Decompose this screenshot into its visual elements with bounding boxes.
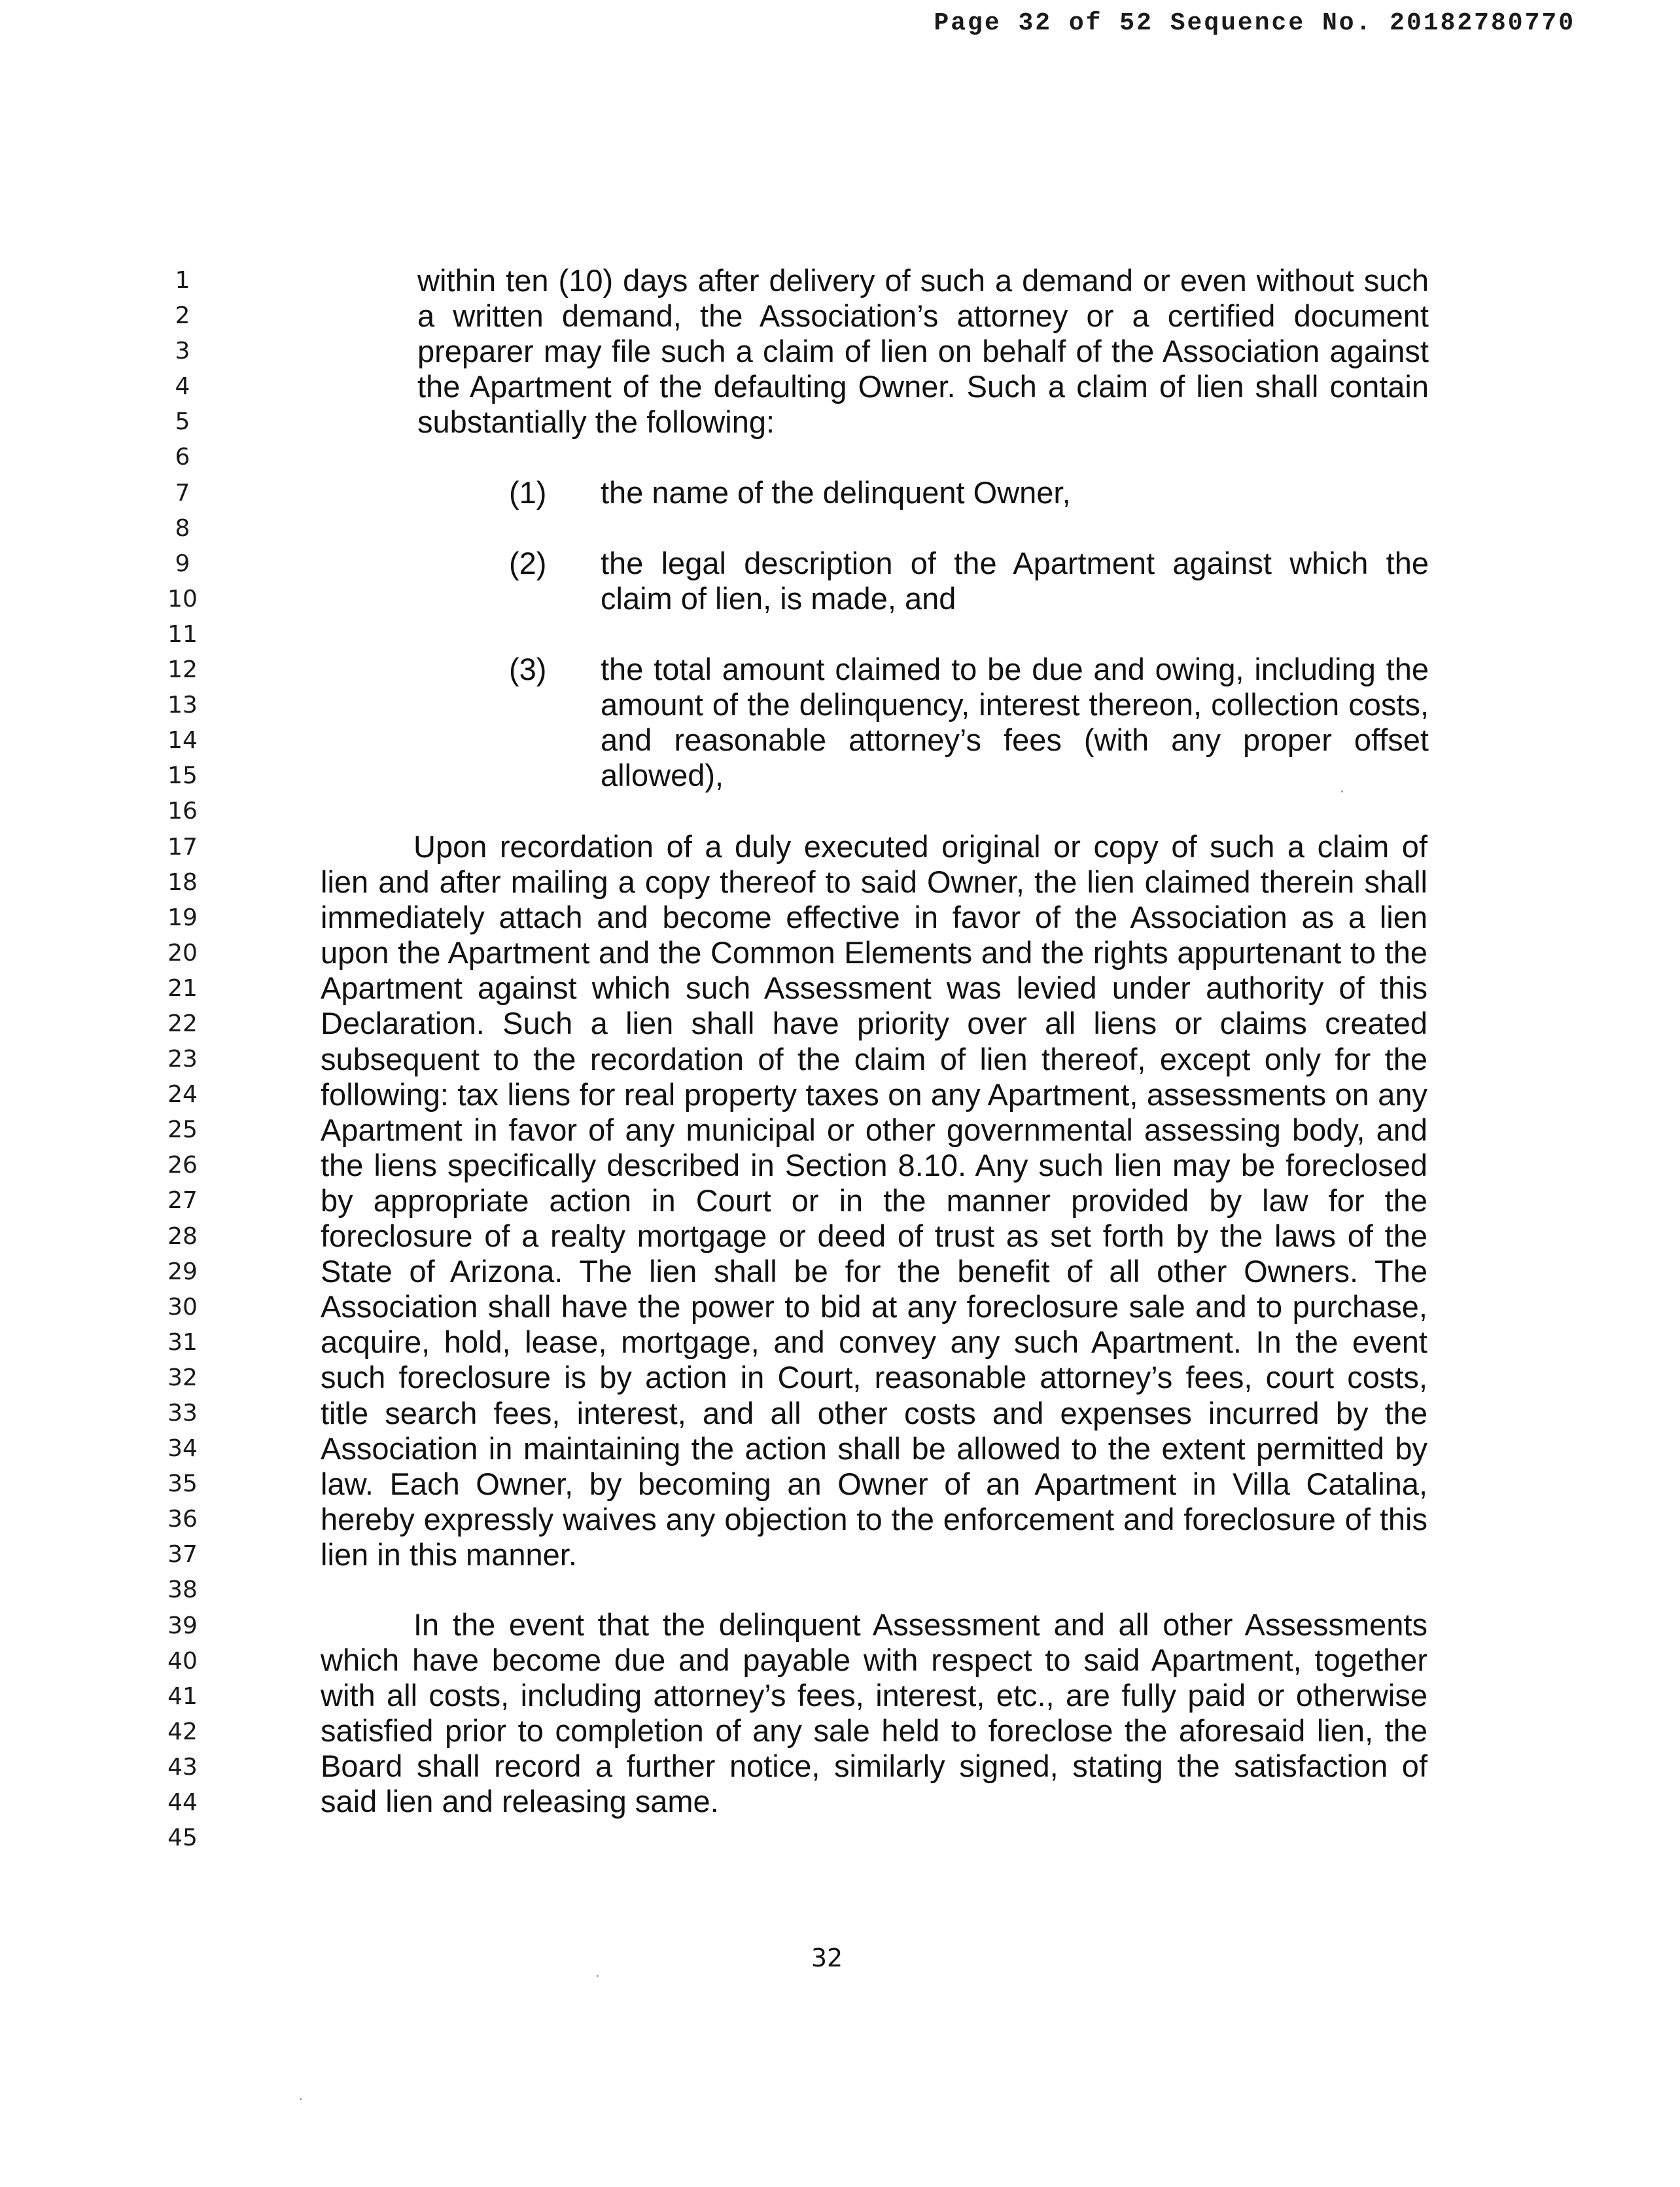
line-number: 25	[167, 1116, 198, 1144]
line-number: 14	[167, 727, 198, 755]
line-number: 43	[167, 1753, 198, 1781]
line-number: 8	[175, 514, 190, 542]
line-number: 34	[167, 1435, 198, 1463]
line-number: 2	[175, 302, 190, 330]
paragraph-1: within ten (10) days after delivery of such a demand or even without such a written demand, the Association’s attorney or a certified document preparer may file such a claim of lien on behalf of the Association against the Apartment of the defaulting Owner. Such a claim of lien shall contain substantially the following:	[417, 263, 1429, 440]
line-number: 23	[167, 1046, 198, 1073]
list-item-number: (2)	[509, 546, 547, 580]
line-number: 35	[167, 1470, 198, 1498]
line-number: 6	[175, 444, 190, 471]
scan-speck	[1341, 791, 1343, 792]
scan-speck	[300, 2098, 302, 2100]
line-number: 19	[167, 904, 198, 931]
line-number: 7	[175, 479, 190, 507]
line-number: 22	[167, 1010, 198, 1037]
line-number: 40	[167, 1647, 198, 1675]
page-number: 32	[811, 1944, 843, 1972]
line-number: 41	[167, 1682, 198, 1710]
line-number: 12	[167, 656, 198, 684]
line-number: 36	[167, 1506, 198, 1533]
line-number: 4	[175, 373, 190, 400]
line-number: 38	[167, 1576, 198, 1604]
list-item-text: the name of the delinquent Owner,	[601, 475, 1071, 510]
line-number: 20	[167, 939, 198, 967]
line-number: 30	[167, 1293, 198, 1321]
line-number: 24	[167, 1081, 198, 1109]
line-number: 15	[167, 762, 198, 790]
scan-speck	[597, 1975, 599, 1977]
line-number: 28	[167, 1222, 198, 1250]
line-numbers	[162, 263, 203, 1856]
line-number: 26	[167, 1152, 198, 1179]
page-header: Page 32 of 52 Sequence No. 20182780770	[934, 9, 1575, 37]
line-number: 27	[167, 1187, 198, 1215]
line-number: 5	[175, 408, 190, 436]
line-number: 45	[167, 1824, 198, 1852]
line-number: 13	[167, 692, 198, 719]
line-number: 31	[167, 1328, 198, 1356]
line-number: 3	[175, 338, 190, 365]
line-number: 42	[167, 1718, 198, 1745]
line-number: 29	[167, 1258, 198, 1285]
line-number: 32	[167, 1364, 198, 1391]
line-number: 33	[167, 1400, 198, 1427]
paragraph-2: Upon recordation of a duly executed original or copy of such a claim of lien and after mailing a copy thereof to said Owner, the lien claimed therein shall immediately attach and become effective in favor of the Association as a lien upon the Apartment and the Common Elements and the rights appurtenant to the Apartment against which such Assessment was levied under authority of this Declaration. Such a lien shall have priority over all liens or claims created subsequent to the recordation of the claim of lien thereof, except only for the following: tax liens for real property taxes on any Apartment, assessments on any Apartment in favor of any municipal or other governmental assessing body, and the liens specifically described in Section 8.10. Any such lien may be foreclosed by appropriate action in Court or in the manner provided by law for the foreclosure of a realty mortgage or deed of trust as set forth by the laws of the State of Arizona. The lien shall be for the benefit of all other Owners. The Association shall have the power to bid at any foreclosure sale and to purchase, acquire, hold, lease, mortgage, and convey any such Apartment. In the event such foreclosure is by action in Court, reasonable attorney’s fees, court costs, title search fees, interest, and all other costs and expenses incurred by the Association in maintaining the action shall be allowed to the extent permitted by law. Each Owner, by becoming an Owner of an Apartment in Villa Catalina, hereby expressly waives any objection to the enforcement and foreclosure of this lien in this manner.	[321, 829, 1427, 1572]
list-item-text: the total amount claimed to be due and owing, including the amount of the delinquency, interest thereon, collection costs, and reasonable attorney’s fees (with any proper offset allowed),	[601, 652, 1429, 793]
line-number: 10	[167, 585, 198, 613]
line-number: 18	[167, 868, 198, 896]
paragraph-3: In the event that the delinquent Assessment and all other Assessments which have become due and payable with respect to said Apartment, together with all costs, including attorney’s fees, interest, etc., are fully paid or otherwise satisfied prior to completion of any sale held to foreclose the aforesaid lien, the Board shall record a further notice, similarly signed, stating the satisfaction of said lien and releasing same.	[321, 1607, 1427, 1819]
line-number: 16	[167, 798, 198, 825]
list-item-number: (1)	[509, 475, 547, 510]
line-number: 1	[175, 267, 190, 294]
line-number: 11	[167, 620, 198, 648]
line-number: 21	[167, 974, 198, 1002]
list-item-text: the legal description of the Apartment against which the claim of lien, is made, and	[601, 546, 1429, 616]
line-number: 44	[167, 1789, 198, 1817]
line-number: 37	[167, 1541, 198, 1569]
line-number: 39	[167, 1612, 198, 1639]
list-item-number: (3)	[509, 652, 547, 686]
line-number: 9	[175, 550, 190, 577]
line-number: 17	[167, 833, 198, 861]
